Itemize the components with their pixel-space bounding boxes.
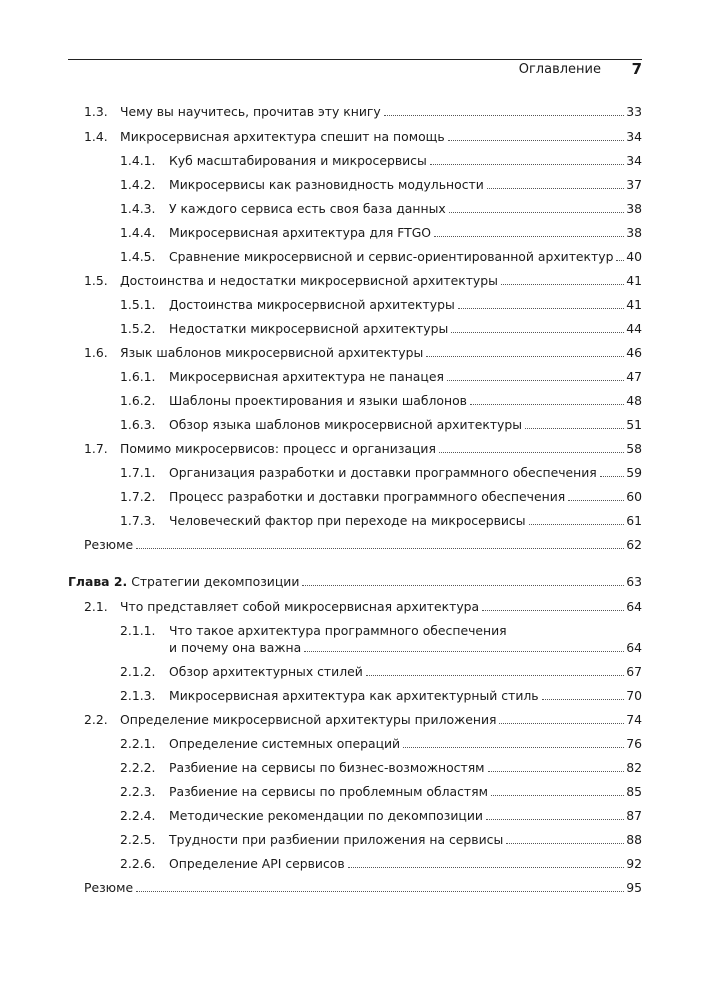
dot-leader [366, 675, 624, 676]
toc-entry-page: 85 [626, 784, 642, 799]
toc-entry-page: 61 [626, 513, 642, 528]
toc-chapter-entry[interactable] [68, 573, 642, 590]
toc-entry-number: 2.2.4. [120, 808, 156, 823]
toc-entry-page: 41 [626, 273, 642, 288]
dot-leader [302, 585, 624, 586]
toc-entry-title: Недостатки микросервисной архитектуры [169, 321, 449, 336]
toc-entry-summary[interactable] [84, 536, 642, 553]
toc-entry-page: 51 [626, 417, 642, 432]
toc-entry-number: 2.1.1. [120, 623, 156, 638]
dot-leader [384, 115, 624, 116]
toc-entry-page: 41 [626, 297, 642, 312]
dot-leader [136, 891, 624, 892]
toc-entry-title: Обзор языка шаблонов микросервисной архитектуры [169, 417, 523, 432]
toc-entry-title: Определение API сервисов [169, 856, 345, 871]
dot-leader [439, 452, 624, 453]
toc-entry-number: 1.4.2. [120, 177, 156, 192]
toc-entry-title: Резюме [84, 880, 134, 895]
dot-leader [430, 164, 624, 165]
toc-entry-page: 38 [626, 201, 642, 216]
toc-entry-page: 92 [626, 856, 642, 871]
toc-entry-title: Организация разработки и доставки программного обеспечения [169, 465, 597, 480]
toc-entry-number: 1.4.4. [120, 225, 156, 240]
toc-entry[interactable] [120, 735, 642, 752]
toc-entry-summary[interactable] [84, 879, 642, 896]
toc-entry-title: Трудности при разбиении приложения на сервисы [169, 832, 504, 847]
toc-entry-page: 76 [626, 736, 642, 751]
toc-entry-title: Помимо микросервисов: процесс и организация [120, 441, 436, 456]
toc-entry-page: 67 [626, 664, 642, 679]
toc-entry[interactable] [120, 152, 642, 169]
toc-entry-number: 1.7.2. [120, 489, 156, 504]
toc-entry-page: 59 [626, 465, 642, 480]
toc-entry-title: Микросервисы как разновидность модульности [169, 177, 484, 192]
toc-entry-number: 1.4.5. [120, 249, 156, 264]
toc-entry[interactable] [84, 128, 642, 145]
toc-entry[interactable] [120, 807, 642, 824]
toc-entry-title: Разбиение на сервисы по бизнес-возможностям [169, 760, 485, 775]
toc-entry[interactable] [120, 687, 642, 704]
toc-entry-title: Человеческий фактор при переходе на микросервисы [169, 513, 526, 528]
dot-leader [499, 723, 624, 724]
toc-entry-number: 1.6.1. [120, 369, 156, 384]
running-header [68, 61, 642, 79]
toc-entry-page: 46 [626, 345, 642, 360]
toc-entry-number: 1.5.2. [120, 321, 156, 336]
toc-entry-page: 88 [626, 832, 642, 847]
toc-entry[interactable] [120, 176, 642, 193]
dot-leader [600, 476, 624, 477]
toc-entry-page: 60 [626, 489, 642, 504]
dot-leader [486, 819, 624, 820]
toc-entry-number: 2.2.1. [120, 736, 156, 751]
toc-entry-number: 2.2.2. [120, 760, 156, 775]
dot-leader [482, 610, 624, 611]
toc-entry[interactable] [120, 783, 642, 800]
dot-leader [525, 428, 624, 429]
dot-leader [426, 356, 624, 357]
toc-entry[interactable] [120, 663, 642, 680]
toc-entry[interactable] [84, 598, 642, 615]
toc-entry[interactable] [120, 416, 642, 433]
dot-leader [348, 867, 624, 868]
toc-entry-number: 1.5. [84, 273, 108, 288]
toc-entry-number: 1.7.3. [120, 513, 156, 528]
toc-entry[interactable] [120, 855, 642, 872]
toc-entry-number: 2.2.3. [120, 784, 156, 799]
dot-leader [491, 795, 624, 796]
dot-leader [506, 843, 624, 844]
toc-entry[interactable] [84, 344, 642, 361]
toc-entry[interactable] [84, 440, 642, 457]
toc-entry-page: 44 [626, 321, 642, 336]
toc-entry-number: 1.4.1. [120, 153, 156, 168]
toc-entry-page: 47 [626, 369, 642, 384]
dot-leader [448, 140, 624, 141]
dot-leader [487, 188, 624, 189]
toc-entry-title: Сравнение микросервисной и сервис-ориентированной архитектур [169, 249, 614, 264]
toc-entry-page: 48 [626, 393, 642, 408]
toc-entry-number: 1.3. [84, 104, 108, 119]
toc-entry-title: Микросервисная архитектура для FTGO [169, 225, 432, 240]
toc-entry-page: 64 [626, 640, 642, 655]
toc-entry-title: Определение системных операций [169, 736, 401, 751]
running-header-title: Оглавление [518, 62, 601, 77]
toc-entry-title: Достоинства микросервисной архитектуры [169, 297, 455, 312]
dot-leader [304, 651, 624, 652]
toc-entry[interactable] [120, 831, 642, 848]
toc-entry-page: 64 [626, 599, 642, 614]
toc-entry-title: Стратегии декомпозиции [131, 574, 300, 589]
toc-entry-page: 34 [626, 153, 642, 168]
toc-entry-title-continued: и почему она важна [169, 640, 302, 655]
toc-entry-page: 63 [626, 574, 642, 589]
toc-entry-number: 1.4.3. [120, 201, 156, 216]
toc-entry-number: 2.2. [84, 712, 108, 727]
toc-entry-number: 1.4. [84, 129, 108, 144]
toc-entry[interactable] [120, 296, 642, 313]
toc-entry-number: 1.6.3. [120, 417, 156, 432]
toc-entry-title: Разбиение на сервисы по проблемным областям [169, 784, 488, 799]
toc-entry-page: 70 [626, 688, 642, 703]
toc-entry-page: 40 [626, 249, 642, 264]
toc-entry-title: Определение микросервисной архитектуры приложения [120, 712, 497, 727]
dot-leader [529, 524, 624, 525]
toc-entry[interactable] [120, 392, 642, 409]
dot-leader [470, 404, 624, 405]
toc-chapter-number: Глава 2. [68, 574, 128, 589]
page-number: 7 [631, 60, 642, 78]
toc-entry-page: 38 [626, 225, 642, 240]
toc-entry-title: Обзор архитектурных стилей [169, 664, 363, 679]
toc-entry-number: 1.7.1. [120, 465, 156, 480]
toc-entry-title: Микросервисная архитектура не панацея [169, 369, 444, 384]
toc-entry[interactable] [84, 272, 642, 289]
toc-entry[interactable] [84, 103, 642, 120]
toc-entry-continuation[interactable] [120, 639, 642, 656]
toc-entry-number: 1.7. [84, 441, 108, 456]
toc-entry[interactable] [120, 759, 642, 776]
toc-entry-page: 87 [626, 808, 642, 823]
dot-leader [616, 260, 624, 261]
dot-leader [488, 771, 625, 772]
toc-entry-page: 95 [626, 880, 642, 895]
toc-entry-title: Что представляет собой микросервисная архитектура [120, 599, 480, 614]
toc-entry-title: Микросервисная архитектура спешит на помощь [120, 129, 445, 144]
toc-entry-title: Достоинства и недостатки микросервисной архитектуры [120, 273, 498, 288]
toc-entry[interactable] [120, 512, 642, 529]
toc-entry-title: Методические рекомендации по декомпозиции [169, 808, 483, 823]
toc-entry-title: Куб масштабирования и микросервисы [169, 153, 427, 168]
dot-leader [403, 747, 624, 748]
toc-entry-title: У каждого сервиса есть своя база данных [169, 201, 446, 216]
toc-entry[interactable] [84, 711, 642, 728]
toc-entry-page: 62 [626, 537, 642, 552]
dot-leader [568, 500, 624, 501]
toc-entry[interactable] [120, 248, 642, 265]
dot-leader [458, 308, 624, 309]
toc-entry-page: 74 [626, 712, 642, 727]
toc-entry[interactable] [120, 368, 642, 385]
toc-entry-number: 2.2.5. [120, 832, 156, 847]
header-rule [68, 59, 642, 60]
dot-leader [451, 332, 624, 333]
toc-entry[interactable] [120, 622, 642, 639]
toc-entry-page: 37 [626, 177, 642, 192]
toc-entry-number: 1.6.2. [120, 393, 156, 408]
toc-entry-title: Микросервисная архитектура как архитектурный стиль [169, 688, 539, 703]
toc-entry[interactable] [120, 320, 642, 337]
toc-entry-number: 2.1. [84, 599, 108, 614]
dot-leader [542, 699, 624, 700]
toc-entry-number: 1.6. [84, 345, 108, 360]
toc-entry-page: 58 [626, 441, 642, 456]
toc-entry-number: 2.1.3. [120, 688, 156, 703]
dot-leader [501, 284, 624, 285]
dot-leader [434, 236, 624, 237]
toc-entry[interactable] [120, 224, 642, 241]
dot-leader [449, 212, 624, 213]
toc-entry-page: 82 [626, 760, 642, 775]
toc-entry-number: 2.1.2. [120, 664, 156, 679]
toc-entry[interactable] [120, 200, 642, 217]
toc-entry-title: Шаблоны проектирования и языки шаблонов [169, 393, 467, 408]
toc-entry-page: 34 [626, 129, 642, 144]
toc-entry[interactable] [120, 488, 642, 505]
toc-entry-title: Резюме [84, 537, 134, 552]
dot-leader [447, 380, 624, 381]
toc-entry-number: 1.5.1. [120, 297, 156, 312]
toc-entry-number: 2.2.6. [120, 856, 156, 871]
toc-entry-title: Чему вы научитесь, прочитав эту книгу [120, 104, 381, 119]
toc-entry-title: Что такое архитектура программного обеспечения [169, 623, 507, 638]
dot-leader [136, 548, 624, 549]
toc-entry-page: 33 [626, 104, 642, 119]
toc-entry[interactable] [120, 464, 642, 481]
toc-entry-title: Язык шаблонов микросервисной архитектуры [120, 345, 424, 360]
toc-entry-title: Процесс разработки и доставки программного обеспечения [169, 489, 566, 504]
